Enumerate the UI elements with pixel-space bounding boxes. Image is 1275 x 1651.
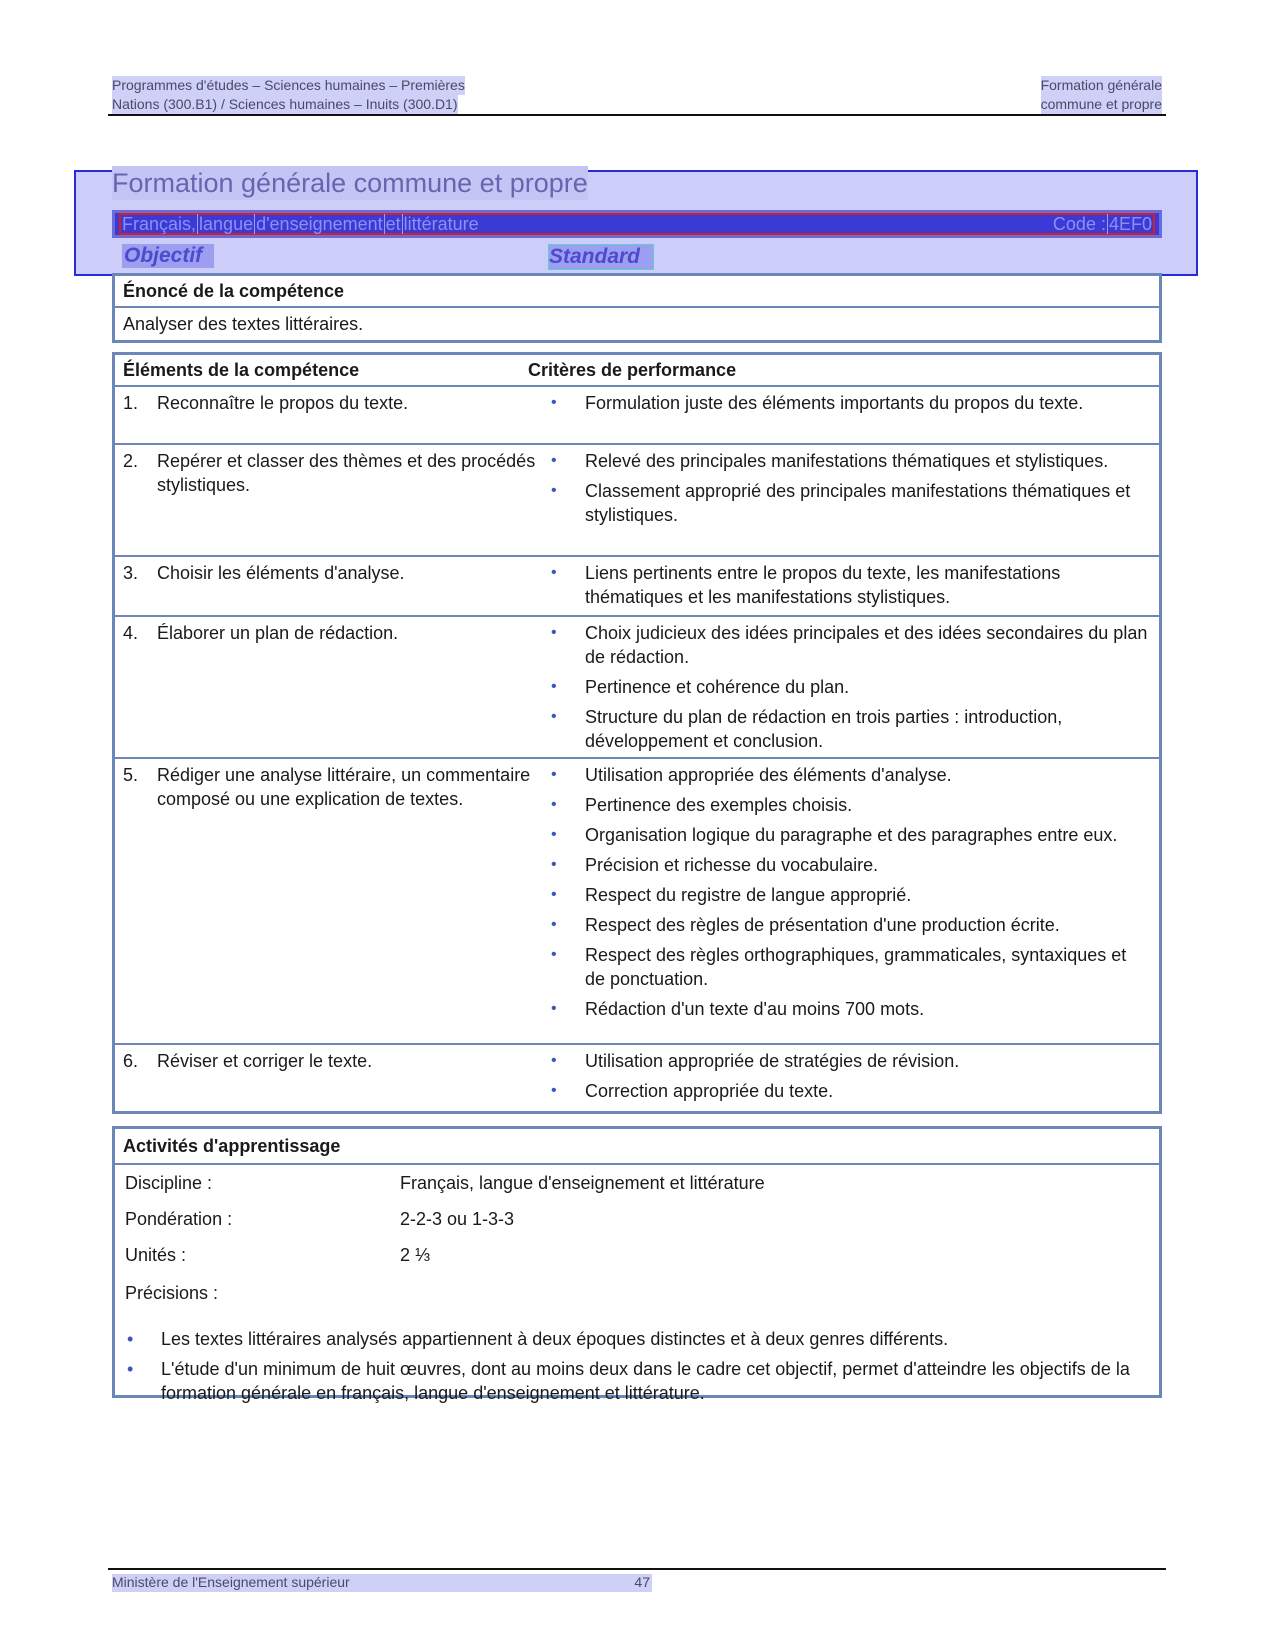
enonce-header [115, 276, 1159, 308]
element-num: 4. [123, 623, 139, 643]
subject-bar [112, 210, 1162, 238]
element-row-5 [115, 757, 1159, 1045]
subject-code [1052, 214, 1153, 235]
activites-heading: Activités d'apprentissage [123, 1136, 341, 1156]
criterion: • Respect des règles de présentation d'une production écrite. [549, 913, 1149, 937]
elements-box [112, 352, 1162, 1114]
ponderation-value: 2-2-3 ou 1-3-3 [400, 1209, 515, 1229]
criterion: • Précision et richesse du vocabulaire. [549, 853, 1149, 877]
header-left-line2: Nations (300.B1) / Sciences humaines – Inuits (300.D1) [112, 96, 458, 112]
subject-word: Français, [122, 213, 197, 234]
criteria-list-6 [549, 1049, 1149, 1109]
criterion: • Pertinence des exemples choisis. [549, 793, 1149, 817]
criterion: • Utilisation appropriée des éléments d'analyse. [549, 763, 1149, 787]
code-value: 4EF0 [1108, 213, 1152, 234]
header-right-line2: commune et propre [1040, 96, 1162, 112]
criteria-list-5 [549, 763, 1149, 1027]
discipline-label: Discipline : [125, 1173, 213, 1193]
page-header [112, 76, 1162, 114]
element-num: 2. [123, 451, 139, 471]
criterion: • Liens pertinents entre le propos du texte, les manifestations thématiques et les manifestations stylistiques. [549, 561, 1149, 609]
criterion: • Choix judicieux des idées principales et des idées secondaires du plan de rédaction. [549, 621, 1149, 669]
element-row-2 [115, 443, 1159, 557]
criteria-list-2 [549, 449, 1149, 533]
section-labels [122, 244, 1122, 270]
criteria-heading: Critères de performance [528, 360, 737, 380]
code-label: Code : [1052, 213, 1106, 234]
subject-words [121, 214, 480, 235]
criterion: • Utilisation appropriée de stratégies de révision. [549, 1049, 1149, 1073]
criterion: • Formulation juste des éléments importants du propos du texte. [549, 391, 1149, 415]
element-text: Rédiger une analyse littéraire, un commentaire composé ou une explication de textes. [157, 765, 531, 809]
header-right-line1: Formation générale [1040, 77, 1162, 93]
subject-word: littérature [403, 213, 479, 234]
criterion: • Structure du plan de rédaction en trois parties : introduction, développement et conclusion. [549, 705, 1149, 753]
criteria-list-1 [549, 391, 1149, 421]
page-title: Formation générale commune et propre [112, 168, 588, 198]
activites-header [115, 1129, 1159, 1165]
criterion: • Classement approprié des principales manifestations thématiques et stylistiques. [549, 479, 1149, 527]
enonce-heading: Énoncé de la compétence [123, 281, 345, 301]
element-num: 1. [123, 393, 139, 413]
criterion: • Relevé des principales manifestations thématiques et stylistiques. [549, 449, 1149, 473]
footer-ministry: Ministère de l'Enseignement supérieur [112, 1574, 350, 1590]
element-num: 6. [123, 1051, 139, 1071]
ponderation-label: Pondération : [125, 1209, 233, 1229]
element-num: 5. [123, 765, 139, 785]
elements-header [115, 355, 1159, 387]
criterion: • Organisation logique du paragraphe et des paragraphes entre eux. [549, 823, 1149, 847]
precision-item: • Les textes littéraires analysés appartiennent à deux époques distinctes et à deux genres différents. [125, 1327, 1145, 1351]
element-row-6 [115, 1043, 1159, 1111]
header-rule [108, 114, 1166, 116]
element-text: Reconnaître le propos du texte. [157, 393, 409, 413]
unites-label: Unités : [125, 1245, 187, 1265]
criterion: • Rédaction d'un texte d'au moins 700 mots. [549, 997, 1149, 1021]
elements-heading: Éléments de la compétence [123, 360, 360, 380]
element-text: Repérer et classer des thèmes et des procédés stylistiques. [157, 451, 536, 495]
enonce-box [112, 273, 1162, 343]
subject-bar-inner [119, 213, 1155, 235]
objectif-label: Objectif [122, 244, 214, 268]
element-text: Réviser et corriger le texte. [157, 1051, 373, 1071]
element-text: Élaborer un plan de rédaction. [157, 623, 399, 643]
criterion: • Respect des règles orthographiques, grammaticales, syntaxiques et de ponctuation. [549, 943, 1149, 991]
criterion: • Pertinence et cohérence du plan. [549, 675, 1149, 699]
footer-rule [108, 1568, 1166, 1570]
discipline-value: Français, langue d'enseignement et littérature [400, 1173, 765, 1193]
activites-box [112, 1126, 1162, 1403]
subject-word: d'enseignement [256, 213, 383, 234]
subject-word: langue [199, 213, 254, 234]
precision-item: • L'étude d'un minimum de huit œuvres, dont au moins deux dans le cadre cet objectif, permet d'atteindre les objectifs de la formation générale en français, langue d'enseignement et littérature. [125, 1357, 1145, 1405]
page-number: 47 [634, 1574, 650, 1590]
enonce-text: Analyser des textes littéraires. [123, 314, 364, 334]
criteria-list-4 [549, 621, 1149, 759]
page-footer [112, 1574, 652, 1592]
precisions-label: Précisions : [125, 1283, 219, 1303]
criterion: • Correction appropriée du texte. [549, 1079, 1149, 1103]
element-num: 3. [123, 563, 139, 583]
precisions-list [125, 1327, 1145, 1411]
subject-word: et [385, 213, 401, 234]
criteria-list-3 [549, 561, 1149, 615]
unites-value: 2 ⅓ [400, 1245, 431, 1265]
standard-label: Standard [548, 244, 654, 270]
element-row-1 [115, 385, 1159, 445]
criterion: • Respect du registre de langue approprié. [549, 883, 1149, 907]
element-row-4 [115, 615, 1159, 759]
element-text: Choisir les éléments d'analyse. [157, 563, 405, 583]
element-row-3 [115, 555, 1159, 617]
header-left-line1: Programmes d'études – Sciences humaines – Premières [112, 77, 465, 93]
